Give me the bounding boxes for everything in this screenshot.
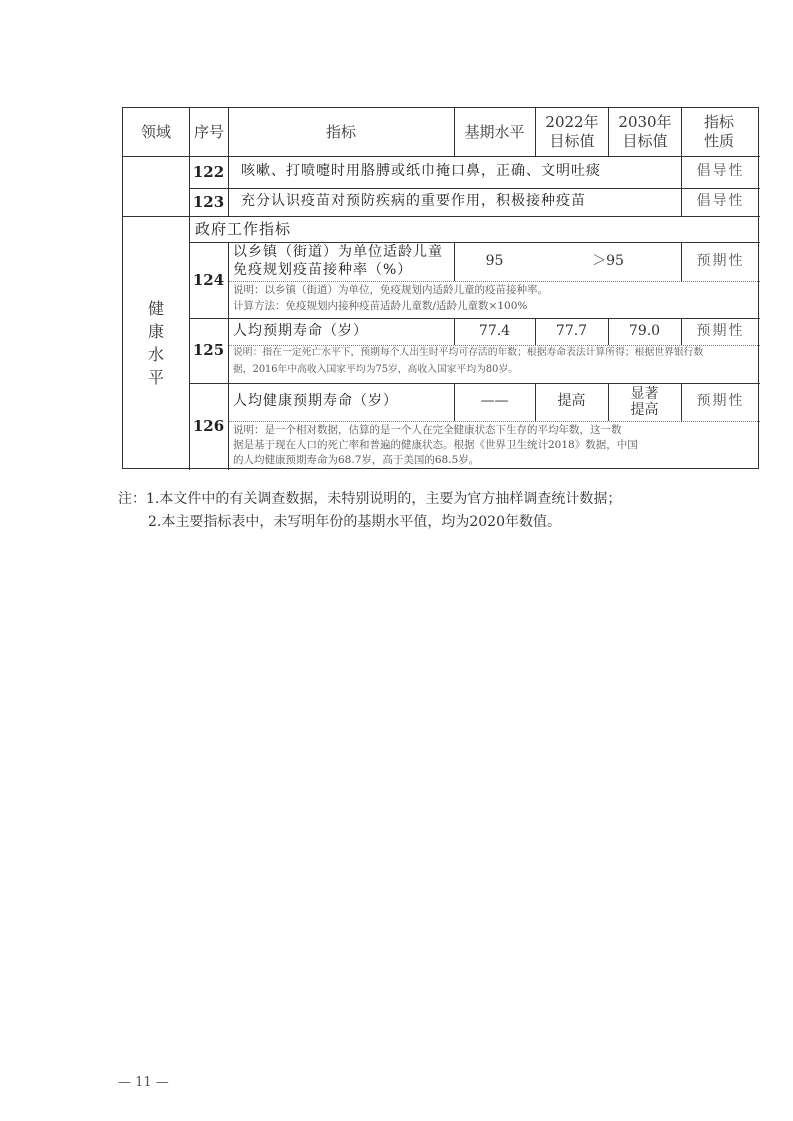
row-124-note-1: 说明：以乡镇（街道）为单位，免疫规划内适龄儿童的疫苗接种率。 (233, 284, 548, 296)
row-123-indicator: 充分认识疫苗对预防疾病的重要作用，积极接种疫苗 (241, 193, 586, 210)
row-124-nature: 预期性 (696, 252, 745, 269)
row-126-note-3: 的人均健康预期寿命为68.7岁，高于美国的68.5岁。 (233, 454, 480, 466)
indicator-table (122, 107, 759, 469)
row-125-nature: 预期性 (696, 322, 745, 339)
row-126-note-1: 说明：是一个相对数据，估算的是一个人在完全健康状态下生存的平均年数，这一数 (233, 424, 622, 436)
row-125-indicator: 人均预期寿命（岁） (233, 322, 368, 339)
row-126-indicator: 人均健康预期寿命（岁） (233, 393, 398, 410)
header-target-2030: 2030年目标值 (618, 113, 672, 150)
domain-label: 健康水平 (147, 298, 164, 388)
footnote-1: 注：1.本文件中的有关调查数据，未特别说明的，主要为官方抽样调查统计数据； (118, 491, 622, 507)
row-125-note-1: 说明：指在一定死亡水平下，预期每个人出生时平均可存活的年数；根据寿命表法计算所得；根据世界银行数 (233, 347, 704, 358)
row-125-target-2022: 77.7 (555, 322, 588, 339)
row-124-number: 124 (192, 270, 225, 289)
row-126-note-2: 据是基于现在人口的死亡率和普遍的健康状态。根据《世界卫生统计2018》数据，中国 (233, 439, 638, 451)
row-125-number: 125 (192, 341, 225, 360)
row-122-number: 122 (192, 162, 225, 181)
header-base: 基期水平 (464, 122, 525, 141)
row-123-number: 123 (192, 192, 225, 211)
row-126-nature: 预期性 (696, 393, 745, 410)
row-126-number: 126 (192, 417, 225, 436)
row-125-target-2030: 79.0 (628, 322, 661, 339)
row-126-target-2030: 显著提高 (630, 385, 659, 418)
header-seq: 序号 (194, 122, 225, 141)
header-nature: 指标性质 (703, 113, 734, 150)
header-domain: 领域 (140, 122, 171, 141)
row-125-base: 77.4 (478, 322, 511, 339)
row-124-base: 95 (485, 252, 504, 269)
footnote-2: 2.本主要指标表中，未写明年份的基期水平值，均为2020年数值。 (148, 514, 561, 530)
header-target-2022: 2022年目标值 (545, 113, 599, 150)
row-124-target: ＞95 (592, 252, 624, 269)
header-indicator: 指标 (325, 122, 356, 141)
section-title: 政府工作指标 (195, 219, 292, 238)
row-124-indicator: 以乡镇（街道）为单位适龄儿童免疫规划疫苗接种率（%） (233, 244, 443, 278)
row-126-base: —— (480, 393, 509, 410)
row-126-target-2022: 提高 (557, 393, 586, 410)
row-122-indicator: 咳嗽、打喷嚏时用胳膊或纸巾掩口鼻，正确、文明吐痰 (241, 163, 601, 180)
page-number: — 11 — (118, 1075, 169, 1090)
row-123-nature: 倡导性 (696, 193, 745, 210)
row-124-note-2: 计算方法：免疫规划内接种疫苗适龄儿童数/适龄儿童数×100% (233, 300, 528, 312)
row-122-nature: 倡导性 (696, 163, 745, 180)
row-125-note-2: 据，2016年中高收入国家平均为75岁，高收入国家平均为80岁。 (233, 364, 518, 375)
